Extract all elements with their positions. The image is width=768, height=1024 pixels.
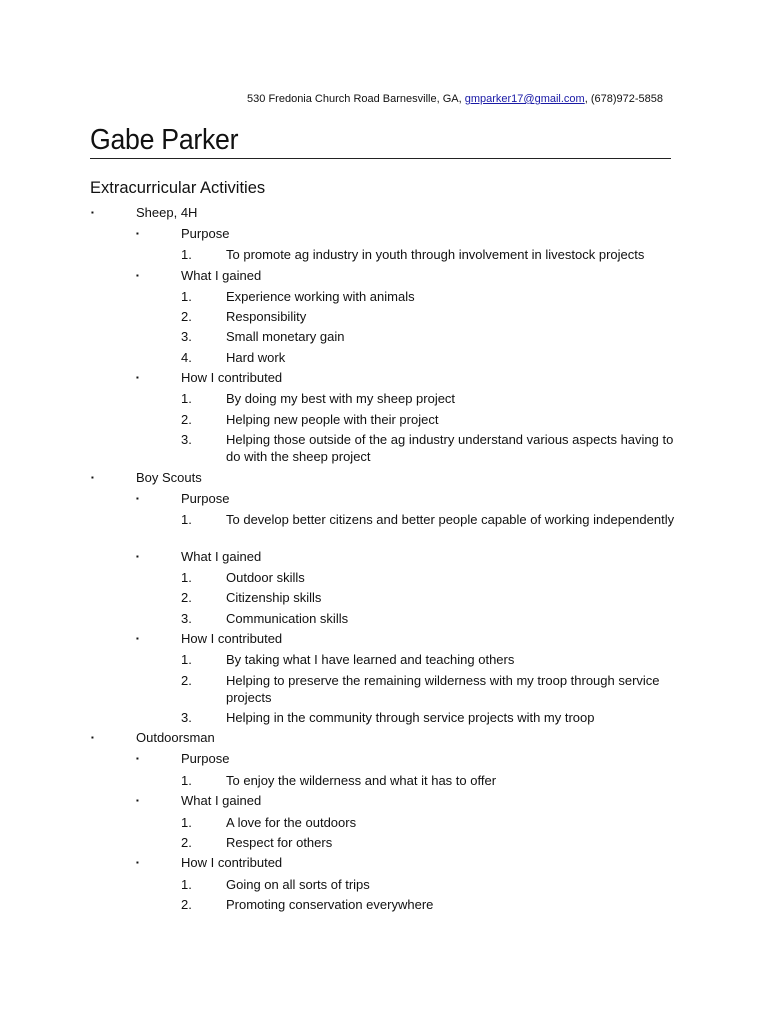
subsection-label: Purpose: [181, 226, 230, 241]
list-item: Citizenship skills: [226, 590, 322, 605]
contact-phone: , (678)972-5858: [584, 93, 663, 105]
activity-title: Sheep, 4H: [136, 205, 198, 220]
activity-title: Outdoorsman: [136, 730, 215, 745]
subsection-label: What I gained: [181, 549, 262, 564]
list-number: 1.: [181, 570, 192, 585]
bullet-icon: ▪: [136, 858, 139, 867]
list-item: Small monetary gain: [226, 329, 345, 344]
list-item: Respect for others: [226, 835, 333, 850]
bullet-icon: ▪: [91, 733, 94, 742]
activity-title: Boy Scouts: [136, 470, 202, 485]
list-number: 2.: [181, 673, 192, 688]
bullet-icon: ▪: [136, 229, 139, 238]
list-number: 4.: [181, 350, 192, 365]
subsection-label: How I contributed: [181, 370, 283, 385]
list-number: 1.: [181, 773, 192, 788]
list-number: 1.: [181, 247, 192, 262]
bullet-icon: ▪: [136, 373, 139, 382]
bullet-icon: ▪: [91, 208, 94, 217]
bullet-icon: ▪: [136, 634, 139, 643]
list-number: 1.: [181, 877, 192, 892]
email-link[interactable]: gmparker17@gmail.com: [464, 93, 585, 105]
list-item: Outdoor skills: [226, 570, 305, 585]
subsection-label: How I contributed: [181, 855, 283, 870]
section-title: Extracurricular Activities: [90, 179, 266, 197]
list-item: Helping to preserve the remaining wilderness with my troop through service projects: [226, 673, 660, 705]
list-number: 1.: [181, 512, 192, 527]
list-number: 1.: [181, 391, 192, 406]
list-number: 1.: [181, 652, 192, 667]
header-divider: [90, 158, 671, 159]
list-item: Hard work: [226, 350, 286, 365]
list-item: To enjoy the wilderness and what it has to offer: [226, 773, 497, 788]
bullet-icon: ▪: [136, 552, 139, 561]
list-item: Helping those outside of the ag industry understand various aspects having to do with the sheep project: [226, 432, 674, 464]
list-item: A love for the outdoors: [226, 815, 357, 830]
bullet-icon: ▪: [136, 796, 139, 805]
subsection-label: What I gained: [181, 793, 262, 808]
list-item: Helping in the community through service projects with my troop: [226, 710, 595, 725]
contact-address: 530 Fredonia Church Road Barnesville, GA,: [247, 93, 465, 105]
bullet-icon: ▪: [91, 473, 94, 482]
list-number: 3.: [181, 710, 192, 725]
list-item: Going on all sorts of trips: [226, 877, 370, 892]
list-number: 1.: [181, 289, 192, 304]
subsection-label: How I contributed: [181, 631, 283, 646]
list-item: Communication skills: [226, 611, 349, 626]
list-item: Promoting conservation everywhere: [226, 897, 434, 912]
bullet-icon: ▪: [136, 754, 139, 763]
list-item: By taking what I have learned and teaching others: [226, 652, 515, 667]
list-number: 3.: [181, 329, 192, 344]
list-item: To develop better citizens and better people capable of working independently: [226, 512, 675, 527]
bullet-icon: ▪: [136, 271, 139, 280]
list-item: To promote ag industry in youth through involvement in livestock projects: [226, 247, 645, 262]
list-number: 2.: [181, 412, 192, 427]
list-number: 2.: [181, 309, 192, 324]
list-item: Helping new people with their project: [226, 412, 439, 427]
subsection-label: Purpose: [181, 751, 230, 766]
list-item: Responsibility: [226, 309, 307, 324]
list-number: 1.: [181, 815, 192, 830]
list-number: 2.: [181, 590, 192, 605]
list-item: Experience working with animals: [226, 289, 415, 304]
list-number: 3.: [181, 432, 192, 447]
list-number: 2.: [181, 897, 192, 912]
contact-line: [0, 93, 663, 105]
resume-name: Gabe Parker: [90, 124, 239, 156]
list-number: 3.: [181, 611, 192, 626]
list-number: 2.: [181, 835, 192, 850]
bullet-icon: ▪: [136, 494, 139, 503]
list-item: By doing my best with my sheep project: [226, 391, 456, 406]
subsection-label: Purpose: [181, 491, 230, 506]
subsection-label: What I gained: [181, 268, 262, 283]
